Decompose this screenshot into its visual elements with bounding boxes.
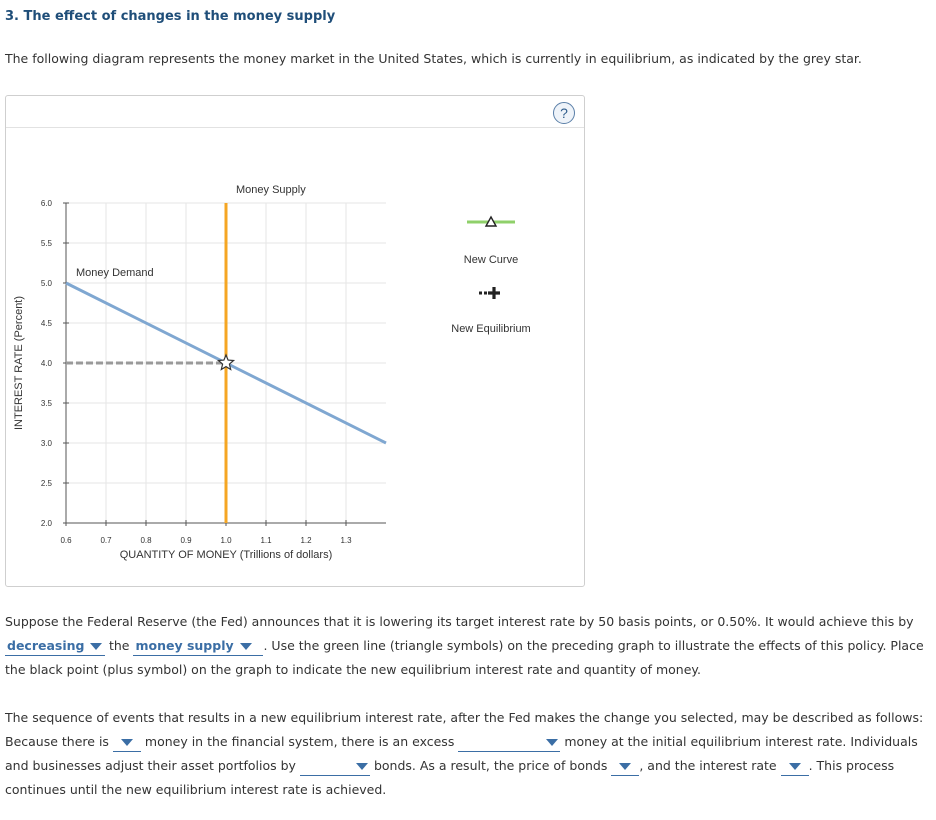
legend-new-equilibrium-label: New Equilibrium [451, 323, 531, 335]
help-icon[interactable]: ? [553, 102, 575, 124]
chevron-down-icon [789, 763, 801, 770]
money-supply-label: Money Supply [236, 184, 306, 196]
policy-text-b: the [105, 638, 134, 653]
dropdown-interest-rate[interactable] [781, 757, 809, 776]
y-axis-title: INTEREST RATE (Percent) [13, 295, 25, 431]
sequence-text-d: bonds. As a result, the price of bonds [373, 758, 608, 773]
chevron-down-icon [121, 739, 133, 746]
dropdown-money-amount[interactable] [113, 733, 141, 752]
y-tick-label: 4.5 [40, 319, 52, 328]
sequence-text-e: , and the interest rate [639, 758, 777, 773]
graph-panel [5, 95, 585, 587]
y-tick-label: 3.5 [40, 399, 52, 408]
paragraph-sequence [5, 706, 925, 802]
x-tick-label: 0.8 [140, 536, 152, 545]
chevron-down-icon [90, 643, 102, 650]
policy-text-c: . Use the green line (triangle symbols) on the preceding graph to illustrate the effects of this policy. Place the black point (plus symbol) on the graph to indicate the new equilibrium interest rate and quantity of money. [5, 638, 924, 677]
sequence-text-c: money at the initial equilibrium interest rate. Individuals and businesses adjust their asset portfolios by [5, 734, 918, 773]
legend-new-equilibrium-tool[interactable] [479, 287, 500, 299]
x-tick-label: 1.0 [220, 536, 232, 545]
legend-new-curve-label: New Curve [463, 254, 519, 266]
money-market-chart[interactable] [6, 96, 584, 586]
dot-icon [484, 292, 487, 295]
y-tick-label: 6.0 [40, 199, 52, 208]
question-intro: The following diagram represents the money market in the United States, which is currently in equilibrium, as indicated by the grey star. [5, 51, 862, 66]
policy-text-a: Suppose the Federal Reserve (the Fed) announces that it is lowering its target interest rate by 50 basis points, or 0.50%. It would achieve this by [5, 614, 914, 629]
chevron-down-icon [240, 643, 252, 650]
dropdown-portfolio[interactable] [300, 757, 370, 776]
y-tick-label: 3.0 [40, 439, 52, 448]
question-title: 3. The effect of changes in the money supply [5, 9, 336, 24]
dot-icon [479, 292, 482, 295]
sequence-text-b: money in the financial system, there is an excess [144, 734, 455, 749]
legend-new-curve-tool[interactable] [467, 217, 515, 226]
dropdown-target-value: money supply [135, 638, 234, 653]
plus-icon [488, 287, 500, 299]
chevron-down-icon [356, 763, 368, 770]
sequence-text-a: The sequence of events that results in a new equilibrium interest rate, after the Fed makes the change you selected, may be described as follows: Because there is [5, 710, 924, 749]
dropdown-target[interactable] [133, 637, 263, 656]
dropdown-direction-value: decreasing [7, 638, 85, 653]
dropdown-excess[interactable] [458, 733, 560, 752]
x-tick-label: 0.6 [60, 536, 72, 545]
x-tick-label: 0.7 [100, 536, 112, 545]
chevron-down-icon [546, 739, 558, 746]
sequence-text-f: . This process continues until the new equilibrium interest rate is achieved. [5, 758, 895, 797]
x-tick-label: 0.9 [180, 536, 192, 545]
y-tick-label: 2.5 [40, 479, 52, 488]
x-axis-title: QUANTITY OF MONEY (Trillions of dollars) [119, 549, 333, 561]
x-tick-label: 1.1 [260, 536, 272, 545]
y-tick-label: 4.0 [40, 359, 52, 368]
chevron-down-icon [619, 763, 631, 770]
money-demand-label: Money Demand [76, 267, 154, 279]
y-tick-label: 2.0 [40, 519, 52, 528]
paragraph-policy [5, 610, 925, 682]
dropdown-bond-price[interactable] [611, 757, 639, 776]
x-tick-label: 1.2 [300, 536, 312, 545]
dropdown-direction[interactable] [5, 637, 105, 656]
x-tick-label: 1.3 [340, 536, 352, 545]
y-tick-label: 5.0 [40, 279, 52, 288]
y-tick-label: 5.5 [40, 239, 52, 248]
